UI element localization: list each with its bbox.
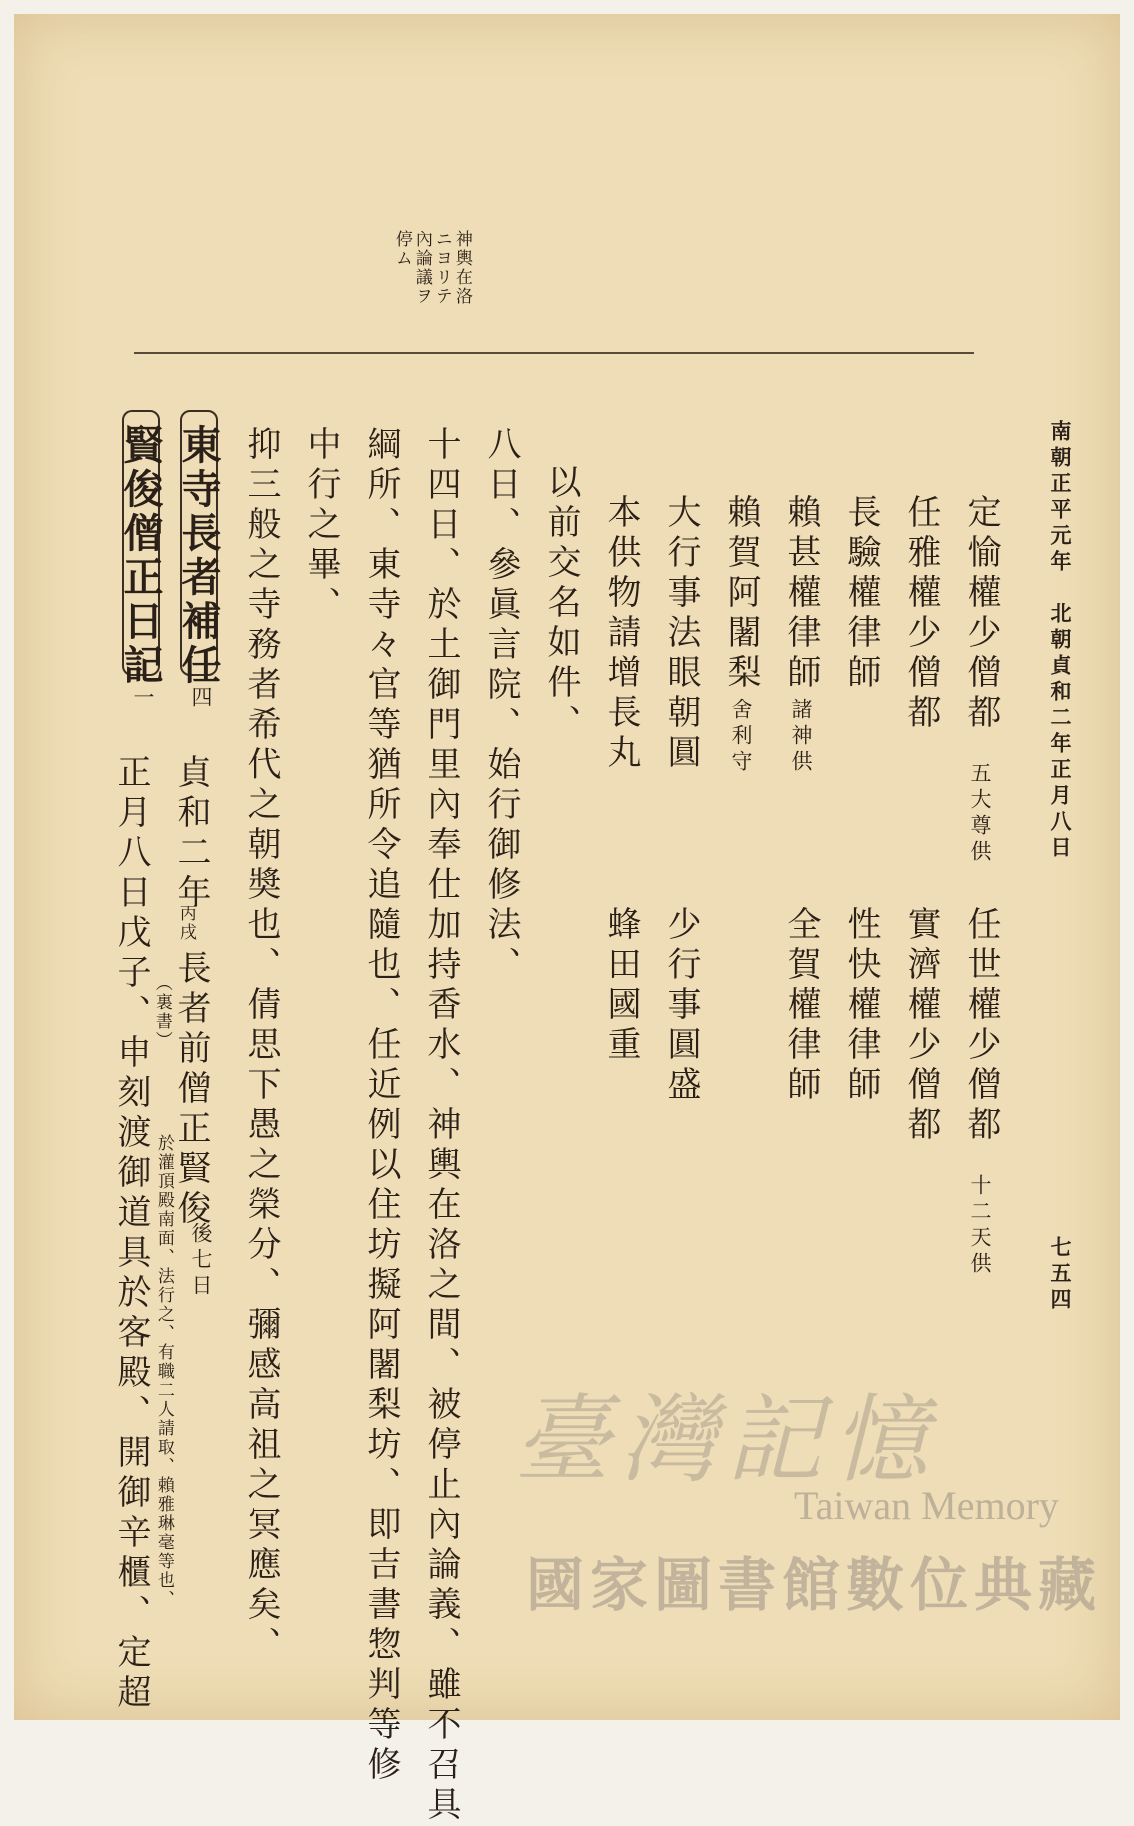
entry-3-name: 長驗權律師 (841, 494, 881, 694)
source-1-volume: 四 (189, 686, 213, 712)
entry-2-name: 任雅權少僧都 (901, 494, 941, 734)
entry-7-second: 蜂田國重 (601, 906, 641, 1066)
margin-note-line-2: ニヨリテ (431, 230, 452, 306)
entry-5-note: 舍利守 (729, 698, 753, 776)
source-1-cyclical: 丙戌 (175, 904, 196, 942)
entry-3-second: 性快權律師 (841, 906, 881, 1106)
watermark-english: Taiwan Memory (794, 1483, 1059, 1528)
running-head: 南朝正平元年 北朝貞和二年正月八日 (1048, 420, 1073, 862)
entry-4-second: 全賀權律師 (781, 906, 821, 1106)
source-2-volume: 一 (131, 686, 155, 712)
entry-7-name: 本供物請增長丸 (601, 494, 641, 774)
watermark-script: 臺灣記憶 (514, 1384, 938, 1496)
entry-1-note: 五大尊供 (968, 762, 992, 866)
entry-1-second-note: 十二天供 (968, 1174, 992, 1278)
margin-note-line-4: 停ム (391, 230, 412, 268)
source-1-urasho: （裏書） (151, 974, 172, 1050)
body-line-2: 十四日、於土御門里內奉仕加持香水、神輿在洛之間、被停止內論義、雖不召具 (421, 426, 461, 1826)
entry-6-second: 少行事圓盛 (661, 906, 701, 1106)
entry-4-note: 諸神供 (789, 698, 813, 776)
margin-note-line-1: 神輿在洛 (451, 230, 472, 306)
entry-6-name: 大行事法眼朝圓 (661, 494, 701, 774)
entry-5-name: 賴賀阿闍梨 (721, 494, 761, 694)
page-sheet (14, 14, 1120, 1826)
entry-4-name: 賴甚權律師 (781, 494, 821, 694)
body-line-5: 抑三般之寺務者希代之朝奬也、倩思下愚之榮分、彌感高祖之冥應矣、 (241, 426, 281, 1666)
body-line-3: 綱所、東寺々官等猶所令追隨也、任近例以住坊擬阿闍梨坊、即吉書惣判等修 (361, 426, 401, 1786)
entry-1-name: 定愉權少僧都 (961, 494, 1001, 734)
source-1-text-b: 長者前僧正賢俊 (171, 950, 211, 1230)
body-line-4: 中行之畢、 (301, 426, 341, 626)
source-1-note: 於灌頂殿南面、法行之、有職二人請取、賴雅琳毫等也、 (153, 1134, 174, 1609)
source-1-after: 後七日 (189, 1222, 213, 1300)
watermark-chinese: 國家圖書館數位典藏 (526, 1551, 1103, 1619)
source-2-title: 賢俊僧正日記 (117, 424, 164, 688)
entry-1-second: 任世權少僧都 (961, 906, 1001, 1146)
source-1-title: 東寺長者補任 (175, 424, 222, 688)
entry-8-closing: 以前交名如件、 (541, 464, 581, 744)
body-line-1: 八日、參眞言院、始行御修法、 (481, 426, 521, 986)
source-1-text-a: 貞和二年 (171, 754, 211, 914)
page-number: 七五四 (1048, 1236, 1073, 1314)
entry-2-second: 實濟權少僧都 (901, 906, 941, 1146)
source-2-text: 正月八日戊子、申刻渡御道具於客殿、開御辛櫃、定超 (111, 754, 151, 1714)
horizontal-rule (134, 352, 974, 354)
margin-note-line-3: 內論議ヲ (411, 230, 432, 306)
